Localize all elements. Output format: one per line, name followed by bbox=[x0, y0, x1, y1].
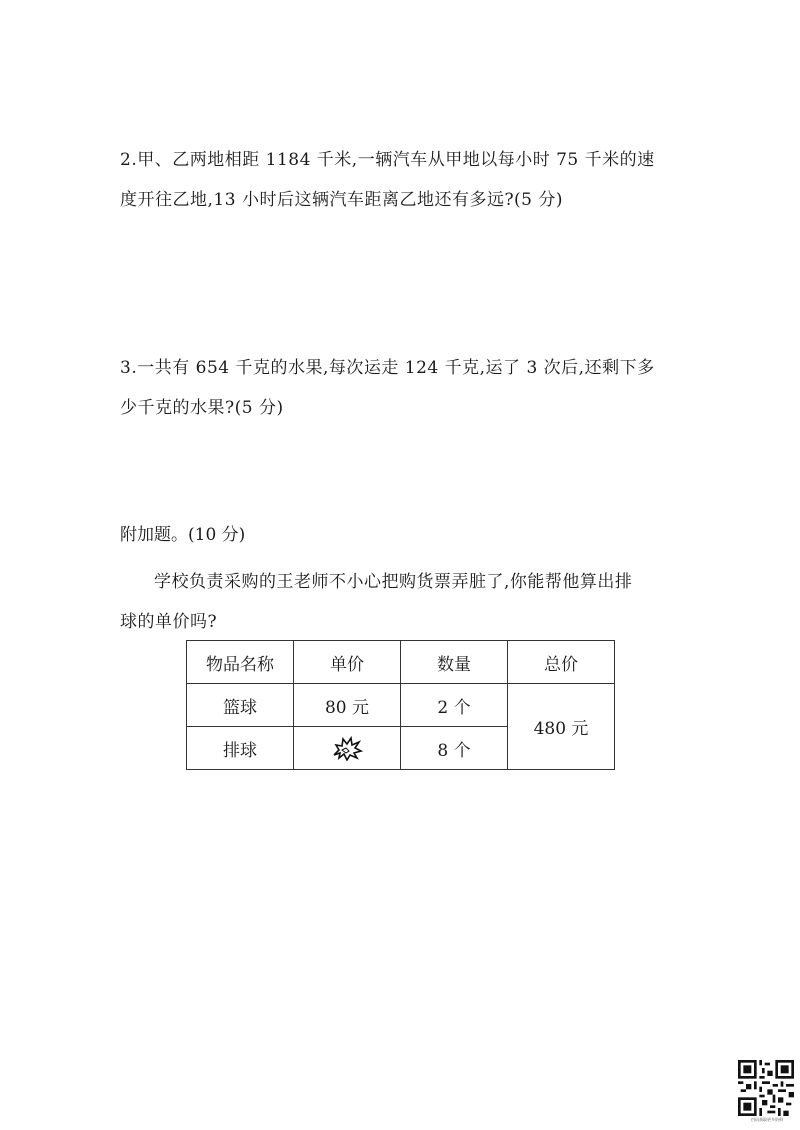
cell-quantity: 2 个 bbox=[401, 684, 508, 727]
problem-2-line-1: 2.甲、乙两地相距 1184 千米,一辆汽车从甲地以每小时 75 千米的速 bbox=[120, 150, 655, 170]
cell-total-price: 480 元 bbox=[508, 684, 615, 770]
cell-unit-price: 80 元 bbox=[294, 684, 401, 727]
bonus-question-body bbox=[120, 562, 700, 642]
header-item-name: 物品名称 bbox=[187, 641, 294, 684]
header-total-price: 总价 bbox=[508, 641, 615, 684]
header-unit-price: 单价 bbox=[294, 641, 401, 684]
qr-caption: 扫码获取更多资料 bbox=[751, 1117, 783, 1122]
table-header-row bbox=[187, 641, 615, 684]
header-quantity: 数量 bbox=[401, 641, 508, 684]
problem-3-line-2: 少千克的水果?(5 分) bbox=[120, 398, 284, 418]
cell-item-name: 排球 bbox=[187, 727, 294, 770]
problem-2-line-2: 度开往乙地,13 小时后这辆汽车距离乙地还有多远?(5 分) bbox=[120, 190, 564, 210]
qr-code-icon bbox=[738, 1060, 794, 1116]
problem-3-line-1: 3.一共有 654 千克的水果,每次运走 124 千克,运了 3 次后,还剩下多 bbox=[120, 358, 655, 378]
bonus-question-title: 附加题。(10 分) bbox=[120, 525, 246, 545]
cell-quantity: 8 个 bbox=[401, 727, 508, 770]
cell-unit-price-smudged bbox=[294, 727, 401, 770]
cell-item-name: 篮球 bbox=[187, 684, 294, 727]
problem-3 bbox=[120, 348, 700, 428]
table-row bbox=[187, 684, 615, 727]
ink-splat-icon bbox=[330, 735, 364, 761]
bonus-line-2: 球的单价吗? bbox=[120, 612, 218, 632]
bonus-line-1: 学校负责采购的王老师不小心把购货票弄脏了,你能帮他算出排 bbox=[154, 572, 633, 592]
purchase-receipt-table bbox=[186, 640, 615, 770]
problem-2 bbox=[120, 140, 700, 220]
